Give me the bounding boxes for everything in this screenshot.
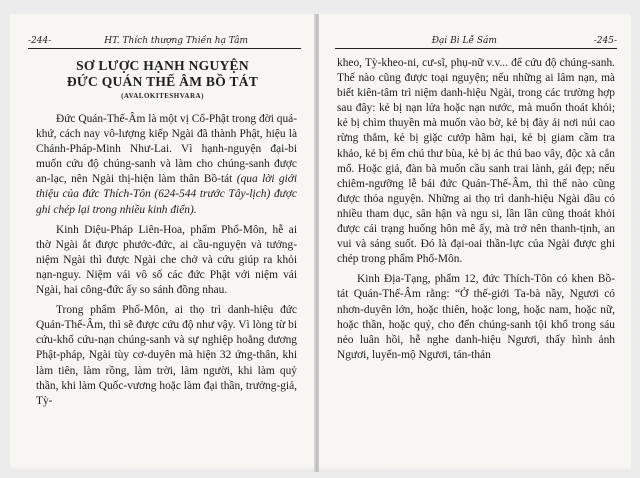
right-running-title: Đại Bi Lễ Sám <box>431 36 497 46</box>
paragraph: Kinh Địa-Tạng, phẩm 12, đức Thích-Tôn có khen Bồ-tát Quán-Thế-Âm rằng: “Ở thế-giới Ta-bà nầy, Ngươi có nhơn-duyên lớn, hoặc thiên, hoặc long, hoặc nam, hoặc nữ, hoặc thần, hoặc quỷ, cho đến chúng-sanh tội khổ trong sáu nẻo luân hồi, hễ nghe danh-hiệu Ngươi, thấy hình ảnh Ngươi, luyến-mộ Ngươi, tán-thán <box>337 273 615 361</box>
paragraph: kheo, Tỳ-kheo-ni, cư-sĩ, phụ-nữ v.v... để cứu độ chúng-sanh. Thế nào cũng được toại nguyện; nếu những ai lâm nạn, mà biết kiên-tâm trì niệm danh-hiệu Ngài, trong các trường hợp sau đây: kẻ bị nạn lửa hoặc nạn nước, mà muốn thoát khỏi; kẻ bị chìm thuyền mà muốn vào bờ, kẻ bị đày ải nơi núi cao rừng thẳm, kẻ bị giặc cướp hãm hại, kẻ bị giam cầm tra khảo, kẻ bị ếm chú thư bùa, kẻ bị ác thú bao vây, độc xà cắn mổ. Hoặc giả, đàn bà muốn cầu sanh trai lành, gái đẹp; nếu chiêm-ngưỡng lễ bái đức Quán-Thế-Âm, thì thế nào cũng được thỏa nguyện. Những ai thọ trì danh-hiệu Ngài dầu có nhiều tham dục, sân hận và ngu si, lần lần cũng thoát khỏi được cái trạng huống hôn mê ấy, mà trở nên thanh-tịnh, an vui và sáng suốt. Đó là đại-oai thần-lực của Ngài được ghi chép trong phẩm Phổ-Môn. <box>337 57 615 266</box>
right-page-body <box>337 56 615 368</box>
left-page-header <box>28 36 301 49</box>
paragraph: Kinh Diệu-Pháp Liên-Hoa, phẩm Phổ-Môn, hễ ai thờ Ngài ắt được phước-đức, ai cầu-nguyện và tưởng-niệm Ngài thì được Ngài che chở và cứu giúp ra khỏi nạn-nguy. Niệm vái vô số các đức Phật với niệm vái Ngài, hai công-đức ấy so sánh đồng nhau. <box>36 223 297 297</box>
paragraph: Đức Quán-Thế-Âm là một vị Cổ-Phật trong đời quá-khứ, cách nay vô-lượng kiếp Ngài đã thành Phật, hiệu là Chánh-Pháp-Minh Như-Lai. Vì hạnh-nguyện đại-bi muốn cứu độ chúng-sanh và làm cho chúng-sanh được an-lạc, nên Ngài thị-hiện làm thân Bồ-tát (qua lời giới thiệu của đức Thích-Tôn (624-544 trước Tây-lịch) được ghi chép lại trong nhiều kinh điển). <box>36 113 298 216</box>
left-page-body <box>36 112 297 414</box>
paragraph: Trong phẩm Phổ-Môn, ai thọ trì danh-hiệu đức Quán-Thế-Âm, thì sẽ được cứu độ như vậy. Vì lòng từ bi cứu-khổ cứu-nạn chúng-sanh và sự nghiệp hoằng dương Phật-pháp, Ngài tùy cơ-duyên mà hiện 32 ứng-thân, khi làm tiên, làm rồng, làm trời, làm người, khi làm quỷ thần, khi làm Quốc-vương hoặc làm đại thần, trưởng-giả, Tỳ- <box>36 304 297 407</box>
left-page <box>10 14 316 472</box>
chapter-title-line1: SƠ LƯỢC HẠNH NGUYỆN <box>76 58 249 73</box>
left-running-title: HT. Thích thượng Thiền hạ Tâm <box>104 36 249 46</box>
left-page-number: -244- <box>28 36 52 46</box>
chapter-subtitle: (AVALOKITESHVARA) <box>121 92 204 100</box>
right-page <box>318 14 631 472</box>
right-page-number: -245- <box>593 36 617 46</box>
right-page-header <box>335 36 617 49</box>
italic-note: (qua lời giới thiệu của đức Thích-Tôn (624-544 trước Tây-lịch) được ghi chép lại trong nhiều kinh điển). <box>36 173 298 216</box>
chapter-title-line2: ĐỨC QUÁN THẾ ÂM BỒ TÁT <box>66 74 259 89</box>
